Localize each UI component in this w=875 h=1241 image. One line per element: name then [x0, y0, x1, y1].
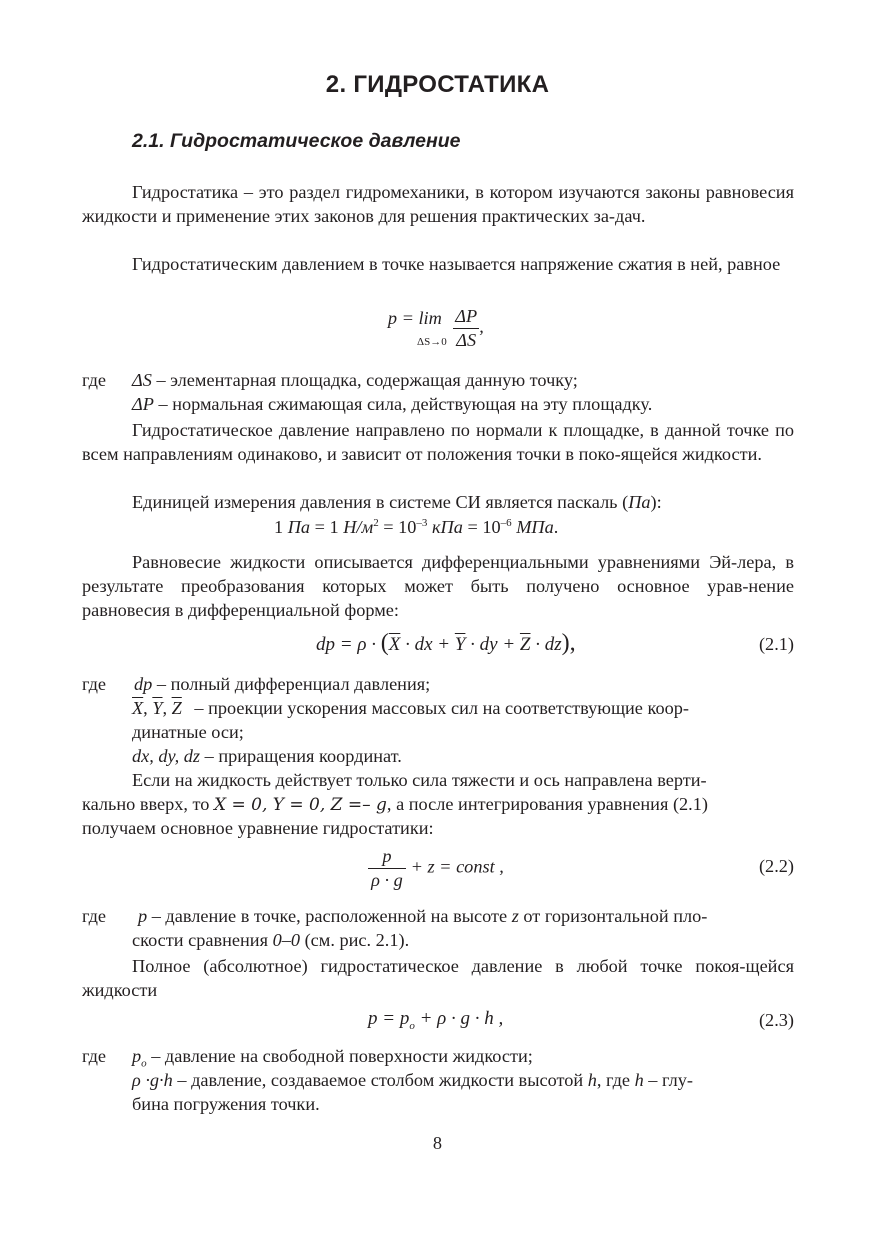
def-po [132, 1046, 533, 1070]
def-dp [134, 674, 430, 695]
eq22-numerator: p [368, 846, 406, 869]
equation-number-2-1: (2.1) [758, 634, 794, 654]
def-rgh-line2: бина погружения точки. [132, 1094, 320, 1114]
dxdydz-text: – приращения координат. [200, 746, 402, 766]
equation-number-2-2: (2.2) [758, 856, 794, 876]
units-eq-sq: 2 [373, 517, 379, 529]
limit-denominator: ΔS [456, 330, 477, 350]
where-label-1: где [82, 370, 107, 390]
units-eq-part: = 1 [310, 517, 344, 538]
paragraph-gravity-line3: получаем основное уравнение гидростатики: [82, 818, 434, 838]
where-label-3: где [82, 906, 107, 926]
h-symbol: h [587, 1070, 597, 1090]
gravity-text-b: , а после интегрирования уравнения (2.1) [386, 794, 708, 814]
units-eq-mpa: МПа [511, 517, 554, 538]
delta-s-symbol: ΔS [132, 370, 152, 390]
po-symbol: p [132, 1046, 142, 1066]
units-eq-kpa: кПа [427, 517, 463, 538]
limit-subscript: ΔS→0 [417, 335, 447, 348]
units-eq-part: = 10 [378, 517, 417, 538]
delta-s-text: – элементарная площадка, содержащая данную точку; [151, 370, 578, 390]
rgh-text-a: – давление, создаваемое столбом жидкости высотой [172, 1070, 588, 1090]
eq21-dz: · dz [530, 634, 562, 655]
eq22-rest: + z = const , [406, 856, 504, 877]
paragraph-units [82, 490, 794, 514]
units-eq-part: 1 [274, 517, 288, 538]
po-text: – давление на свободной поверхности жидкости; [146, 1046, 533, 1066]
equation-number-2-3: (2.3) [758, 1010, 794, 1030]
rgh-text-c: – глу- [643, 1070, 693, 1090]
dp-symbol: dp [134, 674, 153, 694]
eq23-a: p = p [368, 1008, 410, 1029]
eq21-close-paren: ), [561, 630, 576, 656]
units-pascal: Па [628, 492, 651, 512]
units-eq-nm: Н/м [343, 517, 374, 538]
def-p [138, 906, 707, 927]
rgh-symbol: ρ ·g·h [132, 1070, 173, 1090]
def-delta-p [132, 394, 652, 415]
p-text-b: от горизонтальной пло- [518, 906, 708, 926]
def-delta-s [132, 370, 578, 391]
gravity-condition: X = 0, Y = 0, Z =– g [214, 795, 387, 815]
rgh-text-b: , где [596, 1070, 635, 1090]
page-number: 8 [432, 1133, 443, 1153]
def-dxdydz [132, 746, 402, 767]
chapter-title: 2. ГИДРОСТАТИКА [325, 71, 550, 98]
eq21-y: $\overline{Y}$ [454, 634, 466, 655]
eq21-z: $\overline{Z}$ [519, 634, 531, 655]
eq21-lhs: dp = ρ · [316, 634, 381, 655]
paragraph-absolute: Полное (абсолютное) гидростатическое давление в любой точке покоя-щейся жидкости [82, 956, 794, 1000]
xyz-y: $\overline{Y}$ [152, 698, 163, 718]
section-title: 2.1. Гидростатическое давление [132, 130, 461, 152]
eq23-sub: o [409, 1019, 415, 1032]
dxdydz-symbol: dx, dy, dz [132, 746, 201, 766]
xyz-z: $\overline{Z}$ [171, 698, 182, 718]
xyz-sep: , [143, 698, 153, 718]
def-p-line2 [132, 930, 409, 951]
equation-2-3 [368, 1008, 503, 1032]
units-text-b: ): [650, 492, 662, 512]
units-equation [274, 517, 558, 538]
units-eq-exp1: –3 [416, 517, 428, 529]
eq21-dy: · dy + [465, 634, 520, 655]
p-symbol: p [138, 906, 148, 926]
def-xyz-line2: динатные оси; [132, 722, 244, 742]
xyz-x: $\overline{X}$ [132, 698, 144, 718]
paragraph-pressure-definition: Гидростатическим давлением в точке называется напряжение сжатия в ней, равное [132, 254, 781, 274]
units-eq-exp2: –6 [500, 517, 512, 529]
eq21-open-paren: ( [380, 630, 389, 656]
dp-text: – полный дифференциал давления; [152, 674, 431, 694]
z-symbol: z [511, 906, 519, 926]
p-line2-b: (см. рис. 2.1). [300, 930, 410, 950]
limit-tail: , [479, 316, 484, 337]
paragraph-gravity-line2 [82, 794, 708, 815]
eq22-denominator: ρ · g [371, 870, 403, 890]
p-text-a: – давление в точке, расположенной на высоте [147, 906, 512, 926]
xyz-text: – проекции ускорения массовых сил на соответствующие коор- [194, 698, 689, 718]
where-label-2: где [82, 674, 107, 694]
paragraph-euler: Равновесие жидкости описывается дифференциальными уравнениями Эй-лера, в результате преобразования которых может быть получено основное урав-нение равновесия в дифференциальной форме: [82, 552, 794, 620]
units-text-a: Единицей измерения давления в системе СИ является паскаль ( [132, 492, 629, 512]
units-eq-pa: Па [287, 517, 311, 538]
def-xyz [132, 698, 794, 719]
paragraph-intro: Гидростатика – это раздел гидромеханики, в котором изучаются законы равновесия жидкости и применение этих законов для решения практических за-дач. [82, 182, 794, 226]
plane-oo: 0–0 [272, 930, 300, 950]
h-symbol: h [634, 1070, 644, 1090]
eq21-x: $\overline{X}$ [388, 634, 401, 655]
paragraph-gravity-line1: Если на жидкость действует только сила тяжести и ось направлена верти- [132, 770, 707, 790]
limit-numerator: ΔP [453, 306, 479, 329]
delta-p-text: – нормальная сжимающая сила, действующая на эту площадку. [153, 394, 653, 414]
equation-limit [383, 306, 484, 351]
units-eq-end: . [553, 517, 559, 538]
po-sub: o [141, 1057, 147, 1070]
units-eq-part: = 10 [462, 517, 501, 538]
where-label-4: где [82, 1046, 107, 1066]
paragraph-direction: Гидростатическое давление направлено по нормали к площадке, в данной точке по всем направлениям одинаково, и зависит от положения точки в поко-ящейся жидкости. [82, 420, 794, 464]
gravity-text-a: кально вверх, то [82, 794, 214, 814]
limit-lhs: p = lim [387, 307, 442, 328]
p-line2-a: скости сравнения [132, 930, 273, 950]
eq23-b: + ρ · g · h , [414, 1008, 504, 1029]
eq21-dx: · dx + [400, 634, 455, 655]
xyz-sep: , [162, 698, 172, 718]
delta-p-symbol: ΔP [132, 394, 154, 414]
def-rgh [132, 1070, 693, 1091]
equation-2-1 [316, 630, 576, 657]
equation-2-2 [368, 846, 504, 891]
